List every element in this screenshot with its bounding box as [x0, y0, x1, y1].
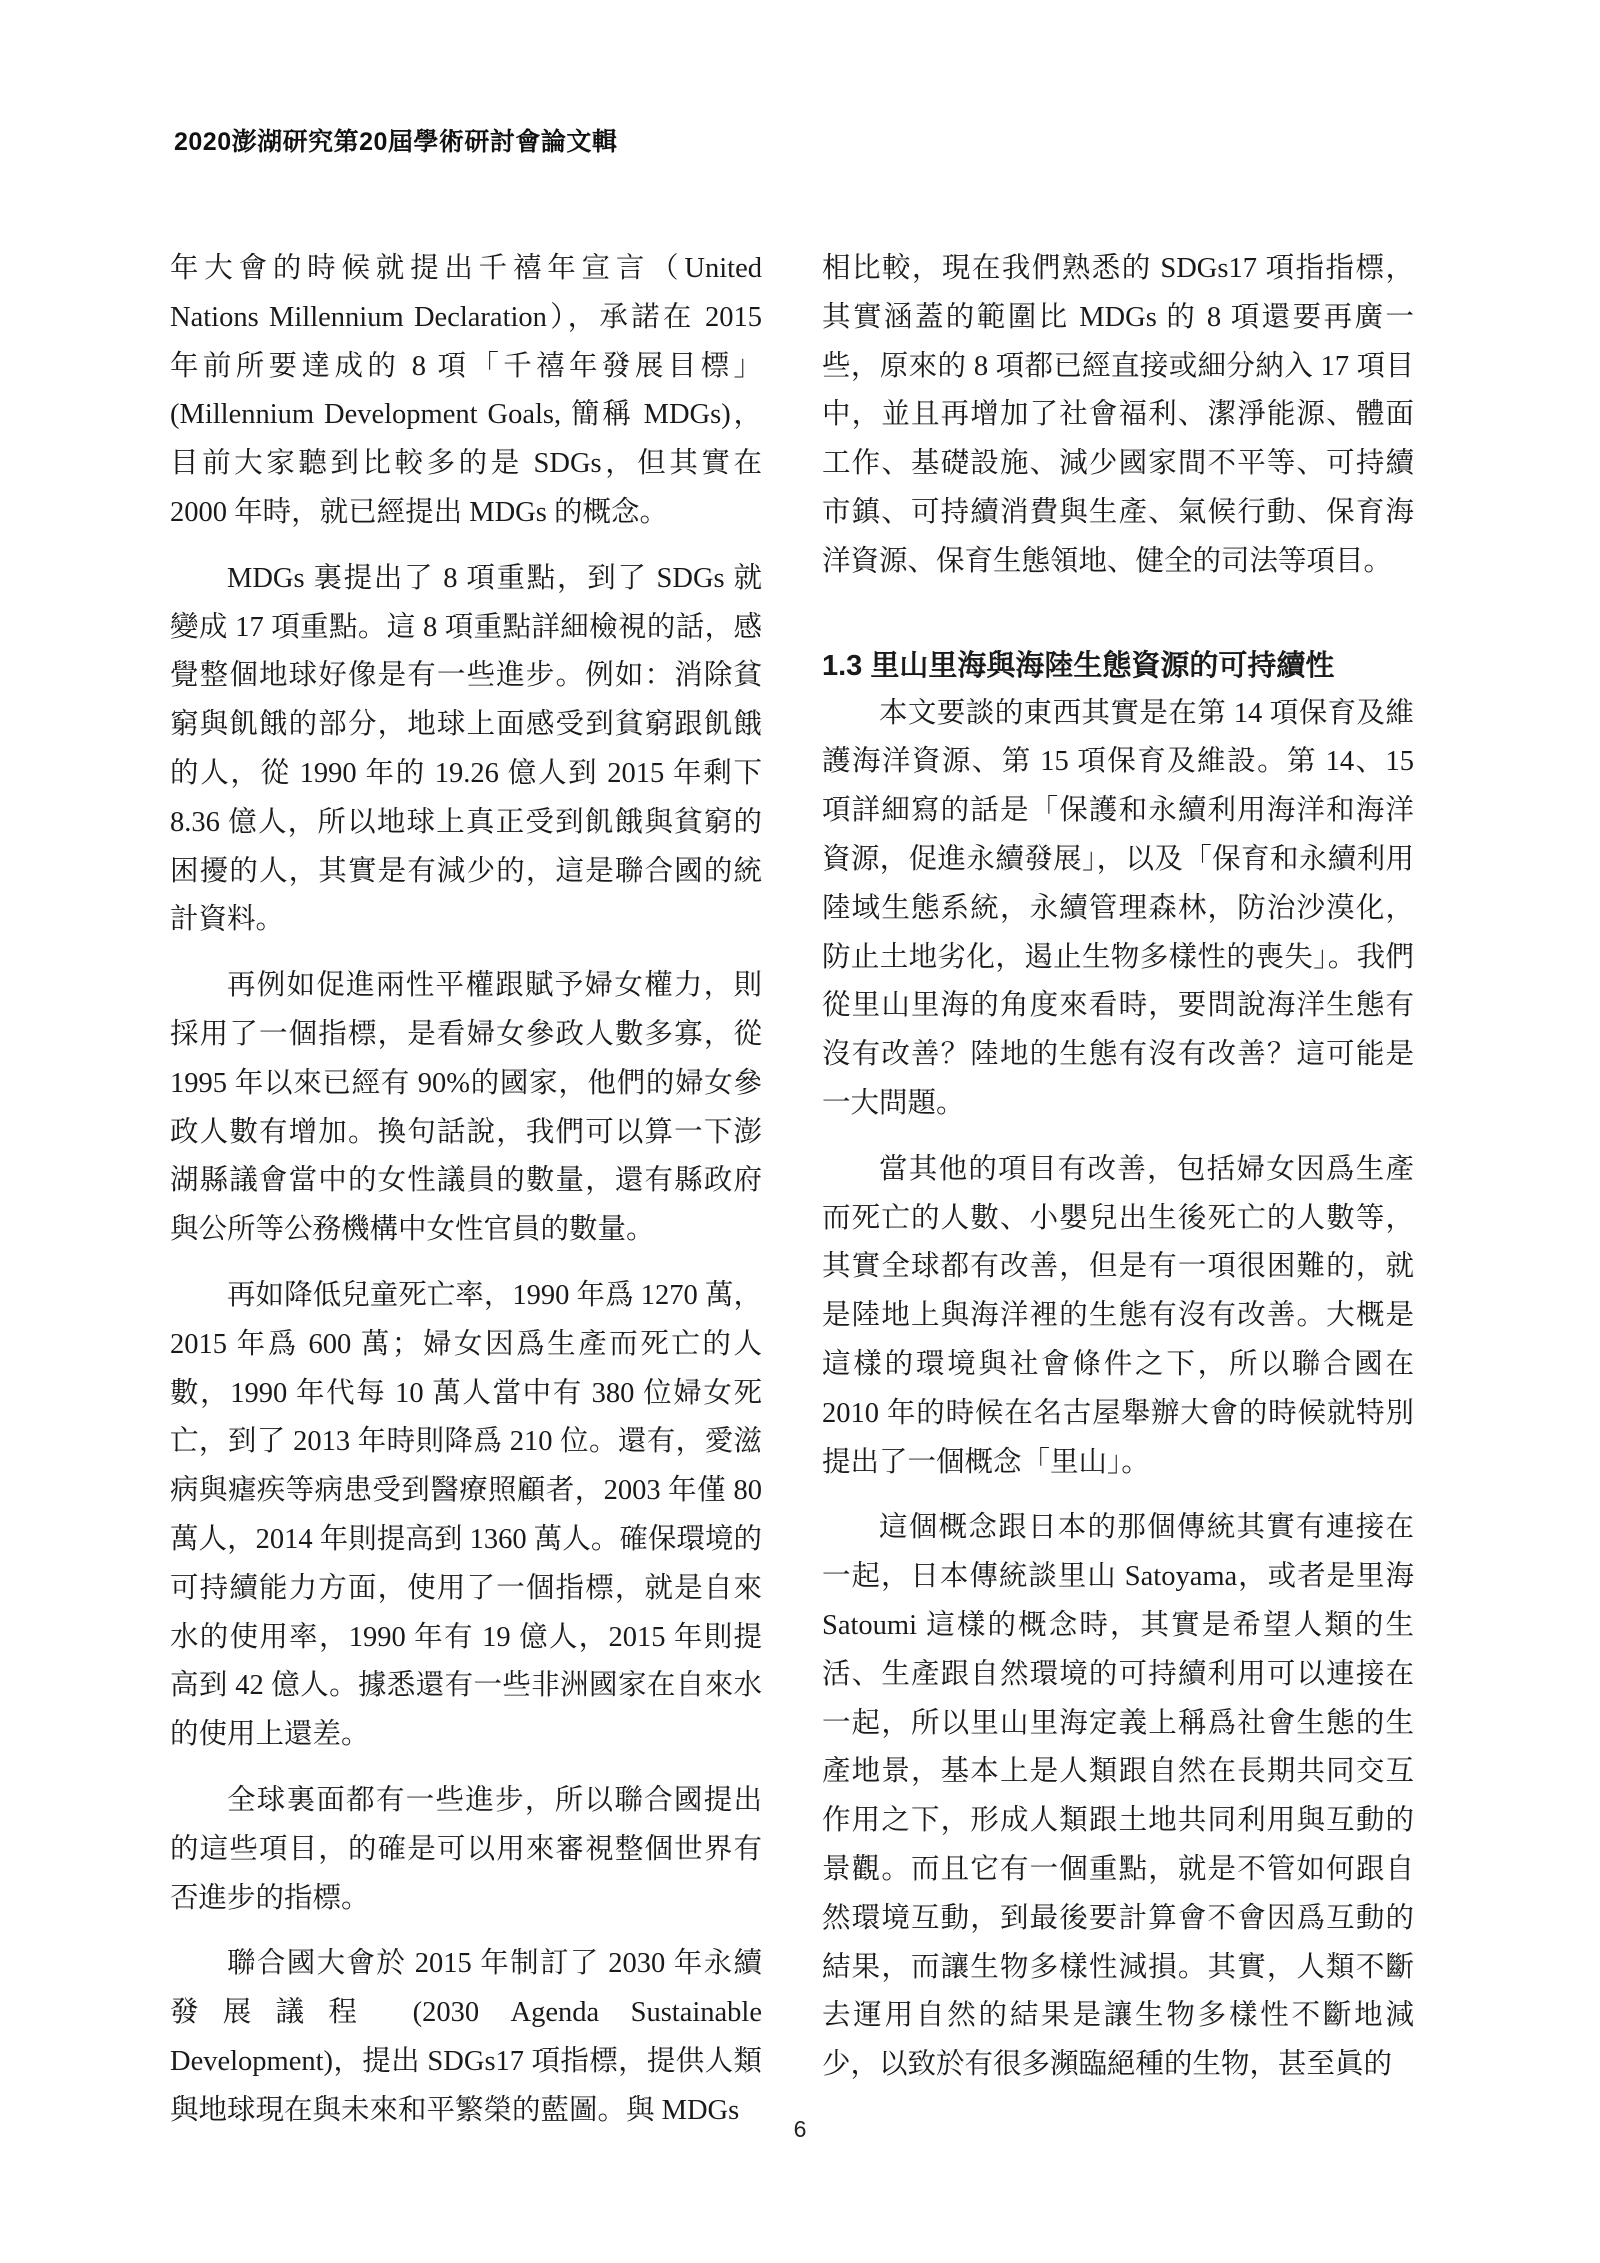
paragraph: MDGs 裏提出了 8 項重點，到了 SDGs 就變成 17 項重點。這 8 項重點詳細檢視的話，感覺整個地球好像是有一些進步。例如：消除貧窮與飢餓的部分，地球上面感受到貧窮跟飢餓的人，從 1990 年的 19.26 億人到 2015 年剩下 8.36 億人，所以地球上真正受到飢餓與貧窮的困擾的人，其實是有減少的，這是聯合國的統計資料。	[170, 562, 762, 936]
paragraph: 聯合國大會於 2015 年制訂了 2030 年永續發展議程 (2030 Agenda Sustainable Development)，提出 SDGs17 項指標，提供人類與地球現在與未來和平繁榮的藍圖。與 MDGs	[170, 1948, 762, 2126]
paragraph: 這個概念跟日本的那個傳統其實有連接在一起，日本傳統談里山 Satoyama，或者是里海 Satoumi 這樣的概念時，其實是希望人類的生活、生產跟自然環境的可持續利用可以連接在一起，所以里山里海定義上稱爲社會生態的生產地景，基本上是人類跟自然在長期共同交互作用之下，形成人類跟土地共同利用與互動的景觀。而且它有一個重點，就是不管如何跟自然環境互動，到最後要計算會不會因爲互動的結果，而讓生物多樣性減損。其實，人類不斷去運用自然的結果是讓生物多樣性不斷地減少，以致於有很多瀕臨絕種的生物，甚至眞的	[822, 1512, 1414, 2081]
right-column	[822, 245, 1414, 2107]
running-header: 2020澎湖研究第20屆學術研討會論文輯	[174, 128, 618, 156]
left-column	[170, 245, 762, 2152]
paragraph: 全球裏面都有一些進步，所以聯合國提出的這些項目，的確是可以用來審視整個世界有否進步的指標。	[170, 1784, 762, 1914]
section-heading: 1.3 里山里海與海陸生態資源的可持續性	[822, 649, 1335, 682]
paragraph: 再例如促進兩性平權跟賦予婦女權力，則採用了一個指標，是看婦女參政人數多寡，從 1995 年以來已經有 90%的國家，他們的婦女參政人數有增加。換句話說，我們可以算一下澎湖縣議會當中的女性議員的數量，還有縣政府與公所等公務機構中女性官員的數量。	[170, 970, 762, 1246]
paragraph: 年大會的時候就提出千禧年宣言（United Nations Millennium Declaration），承諾在 2015 年前所要達成的 8 項「千禧年發展目標」(Millennium Development Goals, 簡稱 MDGs)，目前大家聽到比較多的是 SDGs，但其實在 2000 年時，就已經提出 MDGs 的概念。	[170, 253, 762, 528]
paragraph: 再如降低兒童死亡率，1990 年爲 1270 萬，2015 年爲 600 萬；婦女因爲生產而死亡的人數，1990 年代每 10 萬人當中有 380 位婦女死亡，到了 2013 年時則降爲 210 位。還有，愛滋病與瘧疾等病患受到醫療照顧者，2003 年僅 80 萬人，2014 年則提高到 1360 萬人。確保環境的可持續能力方面，使用了一個指標，就是自來水的使用率，1990 年有 19 億人，2015 年則提高到 42 億人。據悉還有一些非洲國家在自來水的使用上還差。	[170, 1279, 762, 1751]
page-number: 6	[793, 2116, 807, 2142]
paragraph: 相比較，現在我們熟悉的 SDGs17 項指指標，其實涵蓋的範圍比 MDGs 的 8 項還要再廣一些，原來的 8 項都已經直接或細分納入 17 項目中，並且再增加了社會福利、潔淨能源、體面工作、基礎設施、減少國家間不平等、可持續市鎮、可持續消費與生產、氣候行動、保育海洋資源、保育生態領地、健全的司法等項目。	[822, 253, 1414, 577]
paragraph: 本文要談的東西其實是在第 14 項保育及維護海洋資源、第 15 項保育及維設。第 14、15 項詳細寫的話是「保護和永續利用海洋和海洋資源，促進永續發展」，以及「保育和永續利用陸域生態系統，永續管理森林，防治沙漠化，防止土地劣化，遏止生物多樣性的喪失」。我們從里山里海的角度來看時，要問說海洋生態有沒有改善？陸地的生態有沒有改善？這可能是一大問題。	[822, 697, 1414, 1119]
paragraph: 當其他的項目有改善，包括婦女因爲生產而死亡的人數、小嬰兒出生後死亡的人數等，其實全球都有改善，但是有一項很困難的，就是陸地上與海洋裡的生態有沒有改善。大概是這樣的環境與社會條件之下，所以聯合國在 2010 年的時候在名古屋舉辦大會的時候就特別提出了一個概念「里山」。	[822, 1153, 1414, 1478]
